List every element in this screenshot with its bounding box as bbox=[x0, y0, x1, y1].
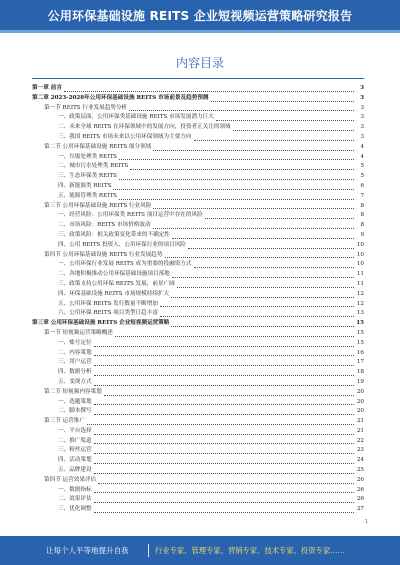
toc-entry[interactable] bbox=[32, 378, 364, 388]
toc-entry-title: 三、优化调整 bbox=[58, 506, 92, 513]
toc-entry-page: 23 bbox=[356, 447, 364, 454]
toc-entry-page: 11 bbox=[356, 271, 364, 278]
toc-leader-dots bbox=[165, 257, 355, 258]
toc-leader-dots bbox=[94, 434, 354, 435]
toc-entry[interactable] bbox=[32, 368, 364, 378]
toc-entry-page: 4 bbox=[360, 143, 364, 150]
toc-entry-page: 11 bbox=[356, 280, 364, 287]
toc-leader-dots bbox=[119, 199, 354, 200]
toc-entry[interactable] bbox=[32, 153, 364, 163]
report-title: 公用环保基础设施 REITS 企业短视频运营策略研究报告 bbox=[47, 8, 353, 23]
toc-leader-dots bbox=[171, 297, 354, 298]
toc-entry-title: 第二节 公用环保基础设施 REITS 细分领域 bbox=[44, 143, 152, 150]
toc-entry-title: 三、我国 REITS 市场未来以公用环保领域为主要方向 bbox=[58, 133, 192, 140]
toc-leader-dots bbox=[172, 238, 354, 239]
toc-leader-dots bbox=[94, 502, 354, 503]
toc-entry-page: 19 bbox=[356, 378, 364, 385]
toc-entry[interactable] bbox=[32, 192, 364, 202]
toc-entry-title: 三、用户运营 bbox=[58, 359, 92, 366]
toc-entry-title: 四、公用 REITS 投资人、公用环保行业的项目风险 bbox=[58, 241, 186, 248]
toc-entry[interactable] bbox=[32, 211, 364, 221]
toc-entry[interactable] bbox=[32, 486, 364, 496]
toc-entry[interactable] bbox=[32, 476, 364, 486]
toc-entry[interactable] bbox=[32, 133, 364, 143]
toc-entry-page: 24 bbox=[356, 457, 364, 464]
toc-entry-title: 第一节 REITS 行业发展趋势分析 bbox=[44, 104, 128, 111]
toc-leader-dots bbox=[216, 120, 354, 121]
toc-entry-title: 二、内容策划 bbox=[58, 349, 92, 356]
toc-entry-title: 五、能源管理类 REITS bbox=[58, 192, 118, 199]
toc-entry-title: 五、公用环保 REITS 发行数量不断增加 bbox=[58, 300, 158, 307]
toc-leader-dots bbox=[87, 424, 354, 425]
toc-leader-dots bbox=[64, 91, 354, 92]
toc-divider bbox=[32, 78, 364, 79]
toc-entry-page: 3 bbox=[360, 124, 364, 131]
toc-entry-page: 17 bbox=[356, 359, 364, 366]
toc-leader-dots bbox=[205, 218, 354, 219]
toc-leader-dots bbox=[130, 169, 354, 170]
toc-entry-page: 26 bbox=[356, 476, 364, 483]
toc-leader-dots bbox=[104, 395, 354, 396]
toc-entry[interactable] bbox=[32, 172, 364, 182]
toc-entry[interactable] bbox=[32, 398, 364, 408]
toc-entry-title: 一、账号定位 bbox=[58, 339, 92, 346]
toc-entry-title: 六、公用环保 REITS 项目类型日趋丰富 bbox=[58, 310, 158, 317]
toc-entry-title: 二、推广渠道 bbox=[58, 437, 92, 444]
toc-entry-page: 12 bbox=[356, 290, 364, 297]
toc-entry-title: 五、品牌建设 bbox=[58, 467, 92, 474]
toc-entry[interactable] bbox=[32, 241, 364, 251]
toc-leader-dots bbox=[171, 326, 354, 327]
toc-entry[interactable] bbox=[32, 388, 364, 398]
toc-entry-page: 3 bbox=[360, 114, 364, 121]
header-accent-stripe bbox=[0, 30, 400, 33]
toc-entry[interactable] bbox=[32, 417, 364, 427]
toc-entry[interactable] bbox=[32, 309, 364, 319]
toc-entry-title: 第四节 公用环保基础设施 REITS 行业发展趋势 bbox=[44, 251, 163, 258]
toc-entry-page: 22 bbox=[356, 437, 364, 444]
toc-entry[interactable] bbox=[32, 182, 364, 192]
toc-entry-title: 一、平台选择 bbox=[58, 427, 92, 434]
toc-leader-dots bbox=[94, 463, 354, 464]
toc-entry-page: 3 bbox=[360, 133, 364, 140]
toc-entry-title: 第二章 2023-2028年公用环保基础设施 REITS 市场前景及趋势预测 bbox=[32, 94, 209, 101]
toc-entry-title: 二、效果评估 bbox=[58, 496, 92, 503]
toc-leader-dots bbox=[94, 375, 354, 376]
toc-entry-title: 一、政策层面，公用环保类基础设施 REITS 市场发展潜力巨大 bbox=[58, 114, 214, 121]
toc-leader-dots bbox=[94, 346, 354, 347]
toc-entry-title: 第一章 前言 bbox=[32, 85, 62, 91]
toc-entry-page: 26 bbox=[356, 496, 364, 503]
toc-entry-title: 二、市场风险：REITS 市场价格波动 bbox=[58, 222, 151, 229]
toc-entry-title: 四、环保基础设施 REITS 市场规模持续扩大 bbox=[58, 290, 170, 297]
toc-entry-title: 三、生态环保类 REITS bbox=[58, 173, 118, 180]
footer-experts-line: 行业专家、管理专家、营销专家、技术专家、投资专家…… bbox=[155, 545, 345, 555]
toc-entry-page: 7 bbox=[360, 192, 364, 199]
toc-leader-dots bbox=[160, 316, 354, 317]
toc-leader-dots bbox=[94, 512, 354, 513]
toc-entry-title: 二、未来全球 REITS 在环保领域中的发展方向，投资者正关注的领域 bbox=[58, 124, 231, 131]
toc-entry-title: 二、城市污水处理类 REITS bbox=[58, 163, 129, 170]
footer-divider bbox=[148, 544, 149, 557]
toc-entry[interactable] bbox=[32, 407, 364, 417]
toc-entry[interactable] bbox=[32, 113, 364, 123]
toc-leader-dots bbox=[233, 130, 354, 131]
toc-entry-title: 第三节 运营推广 bbox=[44, 418, 85, 425]
toc-entry[interactable] bbox=[32, 456, 364, 466]
toc-leader-dots bbox=[119, 159, 354, 160]
toc-entry-title: 第三章 公用环保基础设施 REITS 企业短视频运营策略 bbox=[32, 320, 170, 327]
toc-entry[interactable] bbox=[32, 123, 364, 133]
toc-entry-page: 20 bbox=[356, 408, 364, 415]
toc-entry-title: 四、数据分析 bbox=[58, 369, 92, 376]
toc-entry-page: 8 bbox=[360, 222, 364, 229]
toc-entry-title: 一、数据指标 bbox=[58, 486, 92, 493]
toc-entry-title: 二、各地积极推动公用环保基础设施项目落地 bbox=[58, 271, 170, 278]
toc-leader-dots bbox=[94, 404, 354, 405]
toc-leader-dots bbox=[153, 208, 354, 209]
toc-entry-page: 15 bbox=[356, 320, 364, 327]
toc-entry[interactable] bbox=[32, 231, 364, 241]
toc-leader-dots bbox=[177, 287, 354, 288]
toc-entry-title: 三、政策支持公用环保 REITS 发展，前景广阔 bbox=[58, 280, 175, 287]
toc-leader-dots bbox=[94, 443, 354, 444]
toc-entry-title: 一、选题策划 bbox=[58, 398, 92, 405]
toc-entry-title: 第三节 公用环保基础设施 REITS 行业风险 bbox=[44, 202, 152, 209]
toc-leader-dots bbox=[119, 179, 354, 180]
toc-leader-dots bbox=[94, 355, 354, 356]
toc-entry-page: 3 bbox=[360, 94, 364, 101]
toc-entry-page: 16 bbox=[356, 349, 364, 356]
toc-entry-title: 一、垃圾处理类 REITS bbox=[58, 153, 118, 160]
toc-entry[interactable] bbox=[32, 427, 364, 437]
toc-entry-page: 8 bbox=[360, 212, 364, 219]
toc-entry[interactable] bbox=[32, 143, 364, 153]
toc-entry-page: 12 bbox=[356, 300, 364, 307]
toc-entry-page: 3 bbox=[360, 104, 364, 111]
toc-leader-dots bbox=[94, 492, 354, 493]
toc-entry-page: 20 bbox=[356, 398, 364, 405]
page-number: 1 bbox=[364, 519, 368, 525]
toc-leader-dots bbox=[98, 483, 354, 484]
toc-leader-dots bbox=[94, 414, 354, 415]
toc-entry-page: 25 bbox=[356, 467, 364, 474]
toc-entry[interactable] bbox=[32, 280, 364, 290]
toc-entry-page: 8 bbox=[360, 202, 364, 209]
toc-entry[interactable] bbox=[32, 260, 364, 270]
toc-entry-page: 18 bbox=[356, 369, 364, 376]
toc-entry-page: 27 bbox=[356, 506, 364, 513]
toc-entry[interactable] bbox=[32, 270, 364, 280]
toc-entry[interactable] bbox=[32, 495, 364, 505]
toc-leader-dots bbox=[194, 140, 355, 141]
toc-entry-page: 10 bbox=[356, 261, 364, 268]
toc-entry[interactable] bbox=[32, 349, 364, 359]
toc-entry-title: 三、政策风险：相关政策变化带来的不确定性 bbox=[58, 231, 170, 238]
toc-entry-title: 二、脚本撰写 bbox=[58, 408, 92, 415]
toc-entry[interactable] bbox=[32, 466, 364, 476]
toc-entry[interactable] bbox=[32, 446, 364, 456]
toc-entry[interactable] bbox=[32, 104, 364, 114]
toc-entry-page: 4 bbox=[360, 153, 364, 160]
toc-entry-page: 21 bbox=[356, 418, 364, 425]
toc-leader-dots bbox=[188, 248, 354, 249]
toc-entry-title: 一、公用环保行业发展 REITS 成为重要的投融资方式 bbox=[58, 261, 192, 268]
footer-slogan: 让每个人平等地提升自我 bbox=[46, 546, 129, 555]
toc-entry-page: 15 bbox=[356, 339, 364, 346]
toc-leader-dots bbox=[94, 385, 354, 386]
toc-entry-title: 第一节 短视频运营策略概述 bbox=[44, 329, 113, 336]
toc-entry[interactable] bbox=[32, 329, 364, 339]
toc-entry-page: 10 bbox=[356, 251, 364, 258]
toc-entry-title: 四、活动策划 bbox=[58, 457, 92, 464]
toc-entry-title: 一、经营风险：公用环保类 REITS 项目运营中存在的风险 bbox=[58, 212, 203, 219]
report-footer-bar bbox=[0, 536, 400, 565]
toc-entry-page: 5 bbox=[360, 173, 364, 180]
toc-leader-dots bbox=[153, 150, 354, 151]
toc-entry[interactable] bbox=[32, 300, 364, 310]
toc-entry[interactable] bbox=[32, 290, 364, 300]
toc-entry-page: 3 bbox=[360, 85, 364, 91]
toc-entry-page: 20 bbox=[356, 388, 364, 395]
toc-entry[interactable] bbox=[32, 319, 364, 329]
toc-entry[interactable] bbox=[32, 437, 364, 447]
toc-entry-page: 26 bbox=[356, 486, 364, 493]
toc-entry[interactable] bbox=[32, 202, 364, 212]
toc-entry-page: 10 bbox=[356, 241, 364, 248]
toc-leader-dots bbox=[115, 336, 354, 337]
toc-heading: 内容目录 bbox=[175, 56, 224, 70]
toc-leader-dots bbox=[94, 453, 354, 454]
toc-leader-dots bbox=[194, 267, 355, 268]
toc-entry[interactable] bbox=[32, 84, 364, 94]
toc-entry-title: 三、粉丝运营 bbox=[58, 447, 92, 454]
toc-entry-page: 9 bbox=[360, 231, 364, 238]
toc-entry[interactable] bbox=[32, 162, 364, 172]
toc-entry[interactable] bbox=[32, 251, 364, 261]
toc-entry-title: 四、新能源类 REITS bbox=[58, 182, 112, 189]
toc-entry-title: 第二节 短视频内容策划 bbox=[44, 388, 102, 395]
toc-entry-page: 21 bbox=[356, 427, 364, 434]
toc-entry[interactable] bbox=[32, 94, 364, 104]
toc-entry-title: 五、变现方式 bbox=[58, 378, 92, 385]
toc-entry-page: 15 bbox=[356, 329, 364, 336]
toc-entry-page: 5 bbox=[360, 163, 364, 170]
toc-entry[interactable] bbox=[32, 358, 364, 368]
table-of-contents bbox=[32, 84, 364, 515]
toc-entry[interactable] bbox=[32, 339, 364, 349]
toc-leader-dots bbox=[153, 228, 354, 229]
toc-leader-dots bbox=[94, 365, 354, 366]
toc-leader-dots bbox=[172, 277, 354, 278]
toc-entry-title: 第四节 运营效果评估 bbox=[44, 476, 97, 483]
toc-entry-page: 6 bbox=[360, 182, 364, 189]
toc-entry[interactable] bbox=[32, 505, 364, 515]
toc-entry[interactable] bbox=[32, 221, 364, 231]
toc-leader-dots bbox=[94, 473, 354, 474]
toc-leader-dots bbox=[129, 110, 354, 111]
toc-leader-dots bbox=[113, 189, 354, 190]
toc-leader-dots bbox=[211, 101, 354, 102]
toc-leader-dots bbox=[160, 306, 354, 307]
toc-entry-page: 13 bbox=[356, 310, 364, 317]
